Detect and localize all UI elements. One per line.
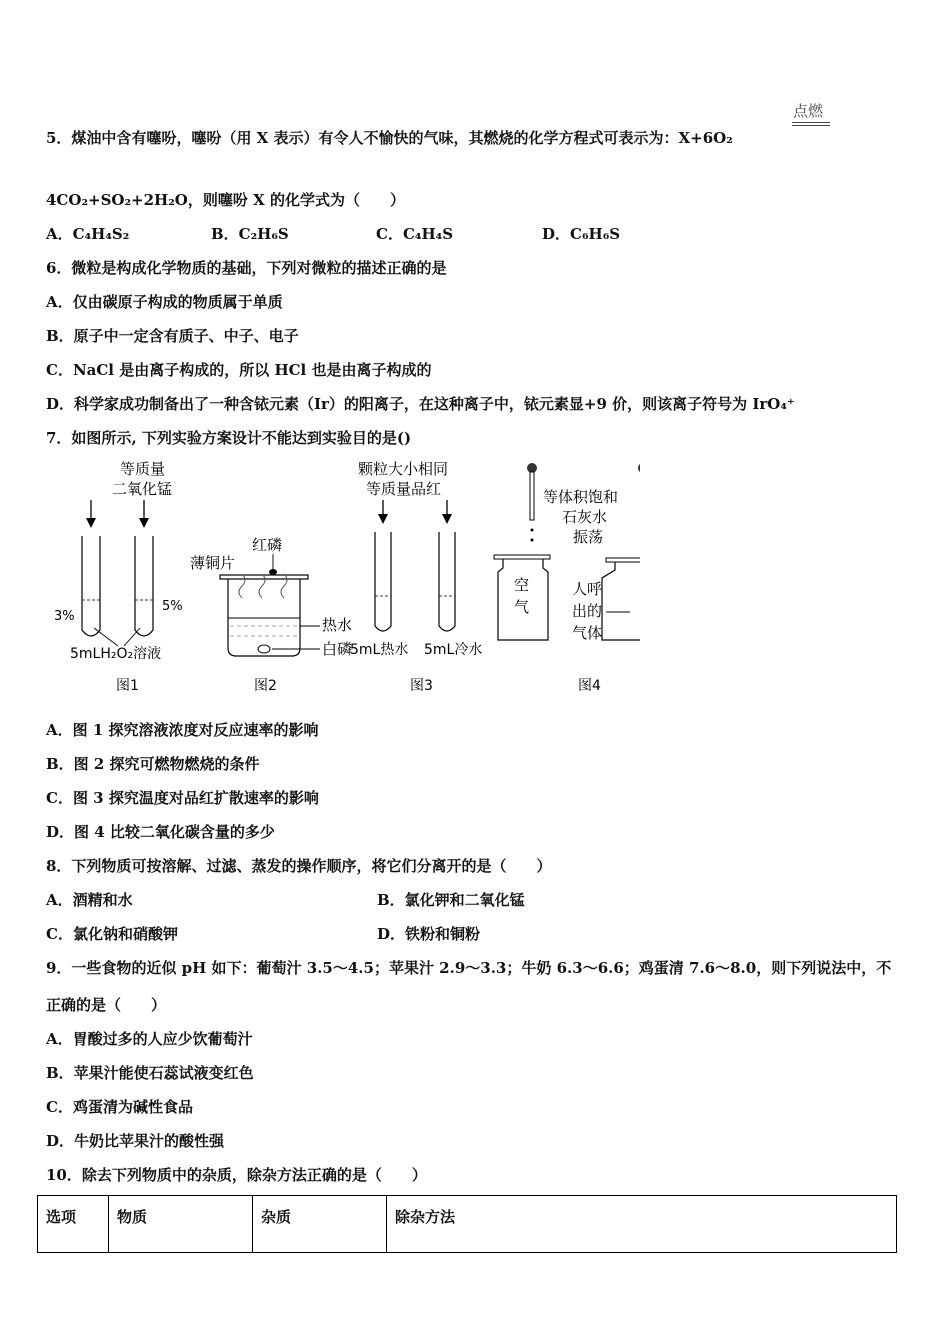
fig2-caption: 图2 xyxy=(254,678,277,694)
q6-option-a[interactable]: A．仅由碳原子构成的物质属于单质 xyxy=(46,293,283,311)
reaction-condition: 点燃 xyxy=(793,102,824,120)
fig1-label-top2: 二氧化锰 xyxy=(112,480,173,498)
q9-option-b[interactable]: B．苹果汁能使石蕊试液变红色 xyxy=(46,1064,254,1082)
q8-option-d[interactable]: D．铁粉和铜粉 xyxy=(377,925,481,943)
fig4-label-breath-3: 气体 xyxy=(572,624,603,642)
fig3-tube-left xyxy=(375,532,391,631)
q8-option-a[interactable]: A．酒精和水 xyxy=(46,891,133,909)
q6-option-d[interactable]: D．科学家成功制备出了一种含铱元素（Ir）的阳离子，在这种离子中，铱元素显+9 价，则该离子符号为 IrO₄⁺ xyxy=(46,395,795,413)
fig3-tube-right xyxy=(439,532,455,631)
fig1-pointer-left xyxy=(94,628,118,646)
q7-option-a[interactable]: A．图 1 探究溶液浓度对反应速率的影响 xyxy=(46,721,319,739)
fig4-lid-left xyxy=(494,555,550,559)
fig4-label-top3: 振荡 xyxy=(573,528,604,546)
fig3-arrow-left-head xyxy=(378,514,388,524)
q5-options xyxy=(46,224,906,244)
fig1-label-top1: 等质量 xyxy=(120,460,166,478)
q9-option-d[interactable]: D．牛奶比苹果汁的酸性强 xyxy=(46,1132,225,1150)
fig2-label-hot-water: 热水 xyxy=(322,616,353,634)
q9-option-c[interactable]: C．鸡蛋清为碱性食品 xyxy=(46,1098,193,1116)
q7-experiment-figure xyxy=(40,458,640,703)
q5-stem-continued: 4CO₂+SO₂+2H₂O，则噻吩 X 的化学式为（ ） xyxy=(46,191,405,209)
fig4-drop-left-2 xyxy=(531,539,534,542)
fig4-dropper-bulb-right xyxy=(638,463,640,473)
figure-1 xyxy=(54,460,183,694)
fig2-label-copper-plate: 薄铜片 xyxy=(190,554,236,572)
fig4-air-char-2: 气 xyxy=(514,598,530,616)
fig3-label-top2: 等质量品红 xyxy=(366,480,442,498)
q5-stem: 5．煤油中含有噻吩，噻吩（用 X 表示）有令人不愉快的气味，其燃烧的化学方程式可表示为：X+6O₂ xyxy=(46,129,733,147)
figure-4 xyxy=(494,463,640,694)
q7-option-b[interactable]: B．图 2 探究可燃物燃烧的条件 xyxy=(46,755,260,773)
q10-stem: 10．除去下列物质中的杂质，除杂方法正确的是（ ） xyxy=(46,1166,427,1184)
q9-stem: 9．一些食物的近似 pH 如下：葡萄汁 3.5～4.5；苹果汁 2.9～3.3；牛奶 6.3～6.6；鸡蛋清 7.6～8.0，则下列说法中，不 xyxy=(46,959,892,977)
fig4-bottle-breath xyxy=(602,562,640,640)
fig1-arrow-right-head xyxy=(139,518,149,528)
fig4-dropper-left xyxy=(530,472,534,520)
q10-table xyxy=(37,1195,897,1253)
q6-stem: 6．微粒是构成化学物质的基础，下列对微粒的描述正确的是 xyxy=(46,259,447,277)
reaction-arrow-equals xyxy=(792,122,830,126)
fig2-label-white-phosphorus: 白磷 xyxy=(322,640,353,658)
fig1-tube-left xyxy=(82,536,100,636)
fig3-label-cold: 5mL冷水 xyxy=(424,642,483,658)
fig1-tube-right xyxy=(135,536,153,636)
fig4-lid-right xyxy=(606,558,640,562)
fig3-label-top1: 颗粒大小相同 xyxy=(358,460,449,478)
q8-options-row-1 xyxy=(46,890,906,910)
q6-option-c[interactable]: C．NaCl 是由离子构成的，所以 HCl 也是由离子构成的 xyxy=(46,361,432,379)
q8-options-row-2 xyxy=(46,924,906,944)
q9-stem-continued: 正确的是（ ） xyxy=(46,996,167,1014)
fig1-label-5pct: 5% xyxy=(162,599,183,614)
fig1-arrow-left-head xyxy=(86,518,96,528)
q5-option-a[interactable]: A．C₄H₄S₂ xyxy=(46,225,130,243)
q7-option-d[interactable]: D．图 4 比较二氧化碳含量的多少 xyxy=(46,823,275,841)
fig1-label-bottom: 5mLH₂O₂溶液 xyxy=(70,646,162,662)
q8-stem: 8．下列物质可按溶解、过滤、蒸发的操作顺序，将它们分离开的是（ ） xyxy=(46,857,552,875)
fig4-drop-left-1 xyxy=(531,529,534,532)
fig4-label-air xyxy=(514,576,534,616)
q8-option-b[interactable]: B．氯化钾和二氧化锰 xyxy=(377,891,525,909)
fig2-red-phosphorus xyxy=(269,569,277,575)
table-header-option: 选项 xyxy=(38,1196,109,1253)
q5-option-c[interactable]: C．C₄H₄S xyxy=(376,225,454,243)
fig1-pointer-right xyxy=(124,628,140,646)
fig1-caption: 图1 xyxy=(116,678,139,694)
q7-option-c[interactable]: C．图 3 探究温度对品红扩散速率的影响 xyxy=(46,789,319,807)
fig4-air-char-1: 空 xyxy=(514,576,530,594)
fig3-label-hot: 5mL热水 xyxy=(350,642,409,658)
fig2-white-phosphorus xyxy=(258,645,270,653)
q9-option-a[interactable]: A．胃酸过多的人应少饮葡萄汁 xyxy=(46,1030,253,1048)
fig1-label-3pct: 3% xyxy=(54,609,75,624)
q6-option-b[interactable]: B．原子中一定含有质子、中子、电子 xyxy=(46,327,299,345)
fig2-label-red-phosphorus: 红磷 xyxy=(252,536,283,554)
figure-3 xyxy=(350,460,482,694)
fig4-label-top2: 石灰水 xyxy=(562,508,608,526)
fig3-arrow-right-head xyxy=(442,514,452,524)
fig3-caption: 图3 xyxy=(410,678,433,694)
q7-stem: 7．如图所示, 下列实验方案设计不能达到实验目的是() xyxy=(46,429,412,447)
figure-2 xyxy=(190,536,352,694)
table-header-row xyxy=(38,1196,897,1253)
table-header-method: 除杂方法 xyxy=(387,1196,897,1253)
fig4-label-top1: 等体积饱和 xyxy=(543,488,619,506)
table-header-impurity: 杂质 xyxy=(253,1196,387,1253)
table-header-substance: 物质 xyxy=(109,1196,253,1253)
q5-option-d[interactable]: D．C₆H₆S xyxy=(542,225,621,243)
q5-option-b[interactable]: B．C₂H₆S xyxy=(211,225,289,243)
q8-option-c[interactable]: C．氯化钠和硝酸钾 xyxy=(46,925,178,943)
fig4-label-breath-1: 人呼 xyxy=(572,580,603,598)
fig4-caption: 图4 xyxy=(578,678,601,694)
fig4-label-breath-2: 出的 xyxy=(572,602,603,620)
